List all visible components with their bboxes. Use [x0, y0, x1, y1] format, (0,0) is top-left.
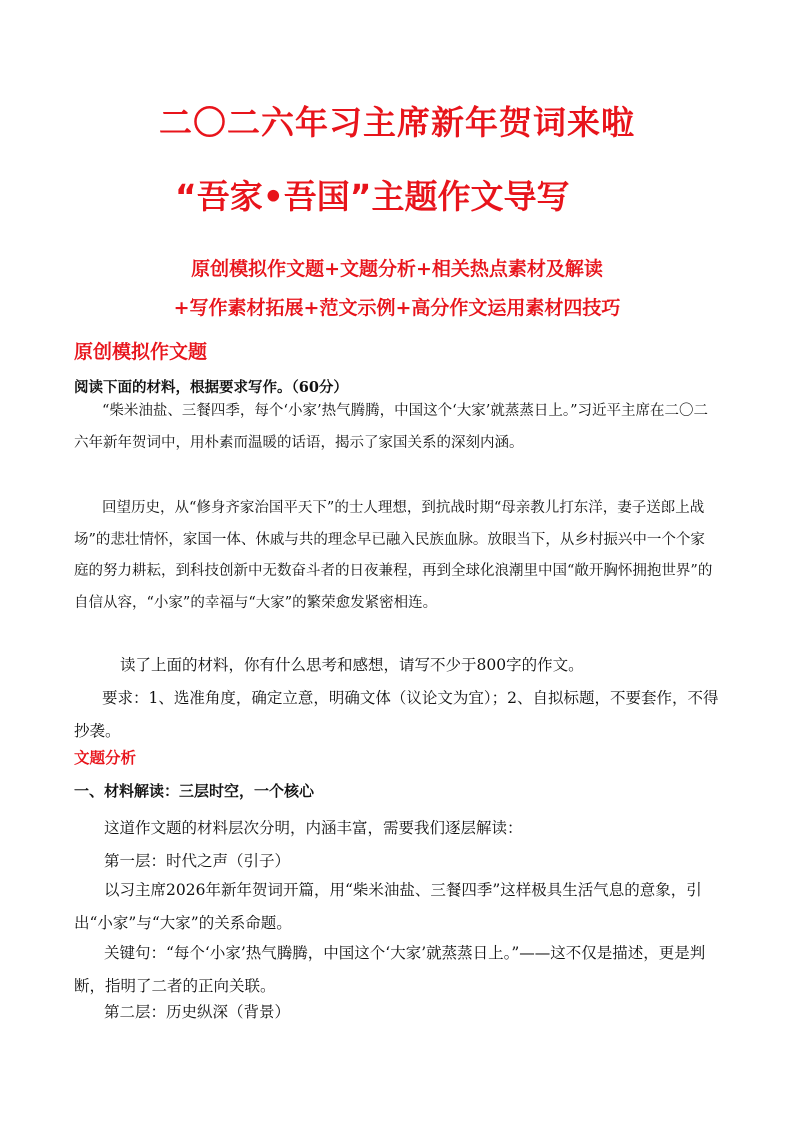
- layer1-title: 第一层：时代之声（引子）: [104, 852, 291, 870]
- material-paragraph-2: 回望历史，从“修身齐家治国平天下”的士人理想，到抗战时期“母亲教儿打东洋，妻子送郎上战场”的悲壮情怀，家国一体、休戚与共的理念早已融入民族血脉。放眼当下，从乡村振兴中一个个家庭的努力耕耘，到科技创新中无数奋斗者的日夜兼程，再到全球化浪潮里中国“敞开胸怀拥抱世界”的自信从容，“小家”的幸福与“大家”的繁荣愈发紧密相连。: [74, 500, 713, 611]
- subtitle-line-1: 原创模拟作文题+文题分析+相关热点素材及解读: [191, 258, 603, 280]
- instruction: 阅读下面的材料，根据要求写作。（60分）: [74, 379, 348, 396]
- analysis-subheading: 一、材料解读：三层时空，一个核心: [74, 782, 315, 800]
- section-heading: 原创模拟作文题: [74, 341, 208, 363]
- subtitle-line-2: +写作素材拓展+范文示例+高分作文运用素材四技巧: [173, 297, 621, 319]
- analysis-heading: 文题分析: [74, 748, 137, 767]
- layer2-title: 第二层：历史纵深（背景）: [104, 1003, 291, 1021]
- analysis-intro: 这道作文题的材料层次分明，内涵丰富，需要我们逐层解读：: [104, 819, 523, 837]
- theme-title: “吾家•吾国”主题作文导写: [175, 177, 570, 216]
- layer1-text: 以习主席2026年新年贺词开篇，用“柴米油盐、三餐四季”这样极具生活气息的意象，引出“小家”与“大家”的关系命题。: [74, 881, 702, 932]
- material-paragraph-1: “柴米油盐、三餐四季，每个‘小家’热气腾腾，中国这个‘大家’就蒸蒸日上。”习近平主席在二〇二六年新年贺词中，用朴素而温暖的话语，揭示了家国关系的深刻内涵。: [74, 403, 709, 451]
- requirements-text: 要求：1、选准角度，确定立意，明确文体（议论文为宜）；2、自拟标题，不要套作，不得抄袭。: [74, 689, 719, 740]
- task-text: 读了上面的材料，你有什么思考和感想，请写不少于800字的作文。: [120, 656, 584, 674]
- key-sentence: 关键句：“每个‘小家’热气腾腾，中国这个‘大家’就蒸蒸日上。”——这不仅是描述，更是判断，指明了二者的正向关联。: [74, 944, 706, 995]
- main-title: 二〇二六年习主席新年贺词来啦: [159, 103, 635, 142]
